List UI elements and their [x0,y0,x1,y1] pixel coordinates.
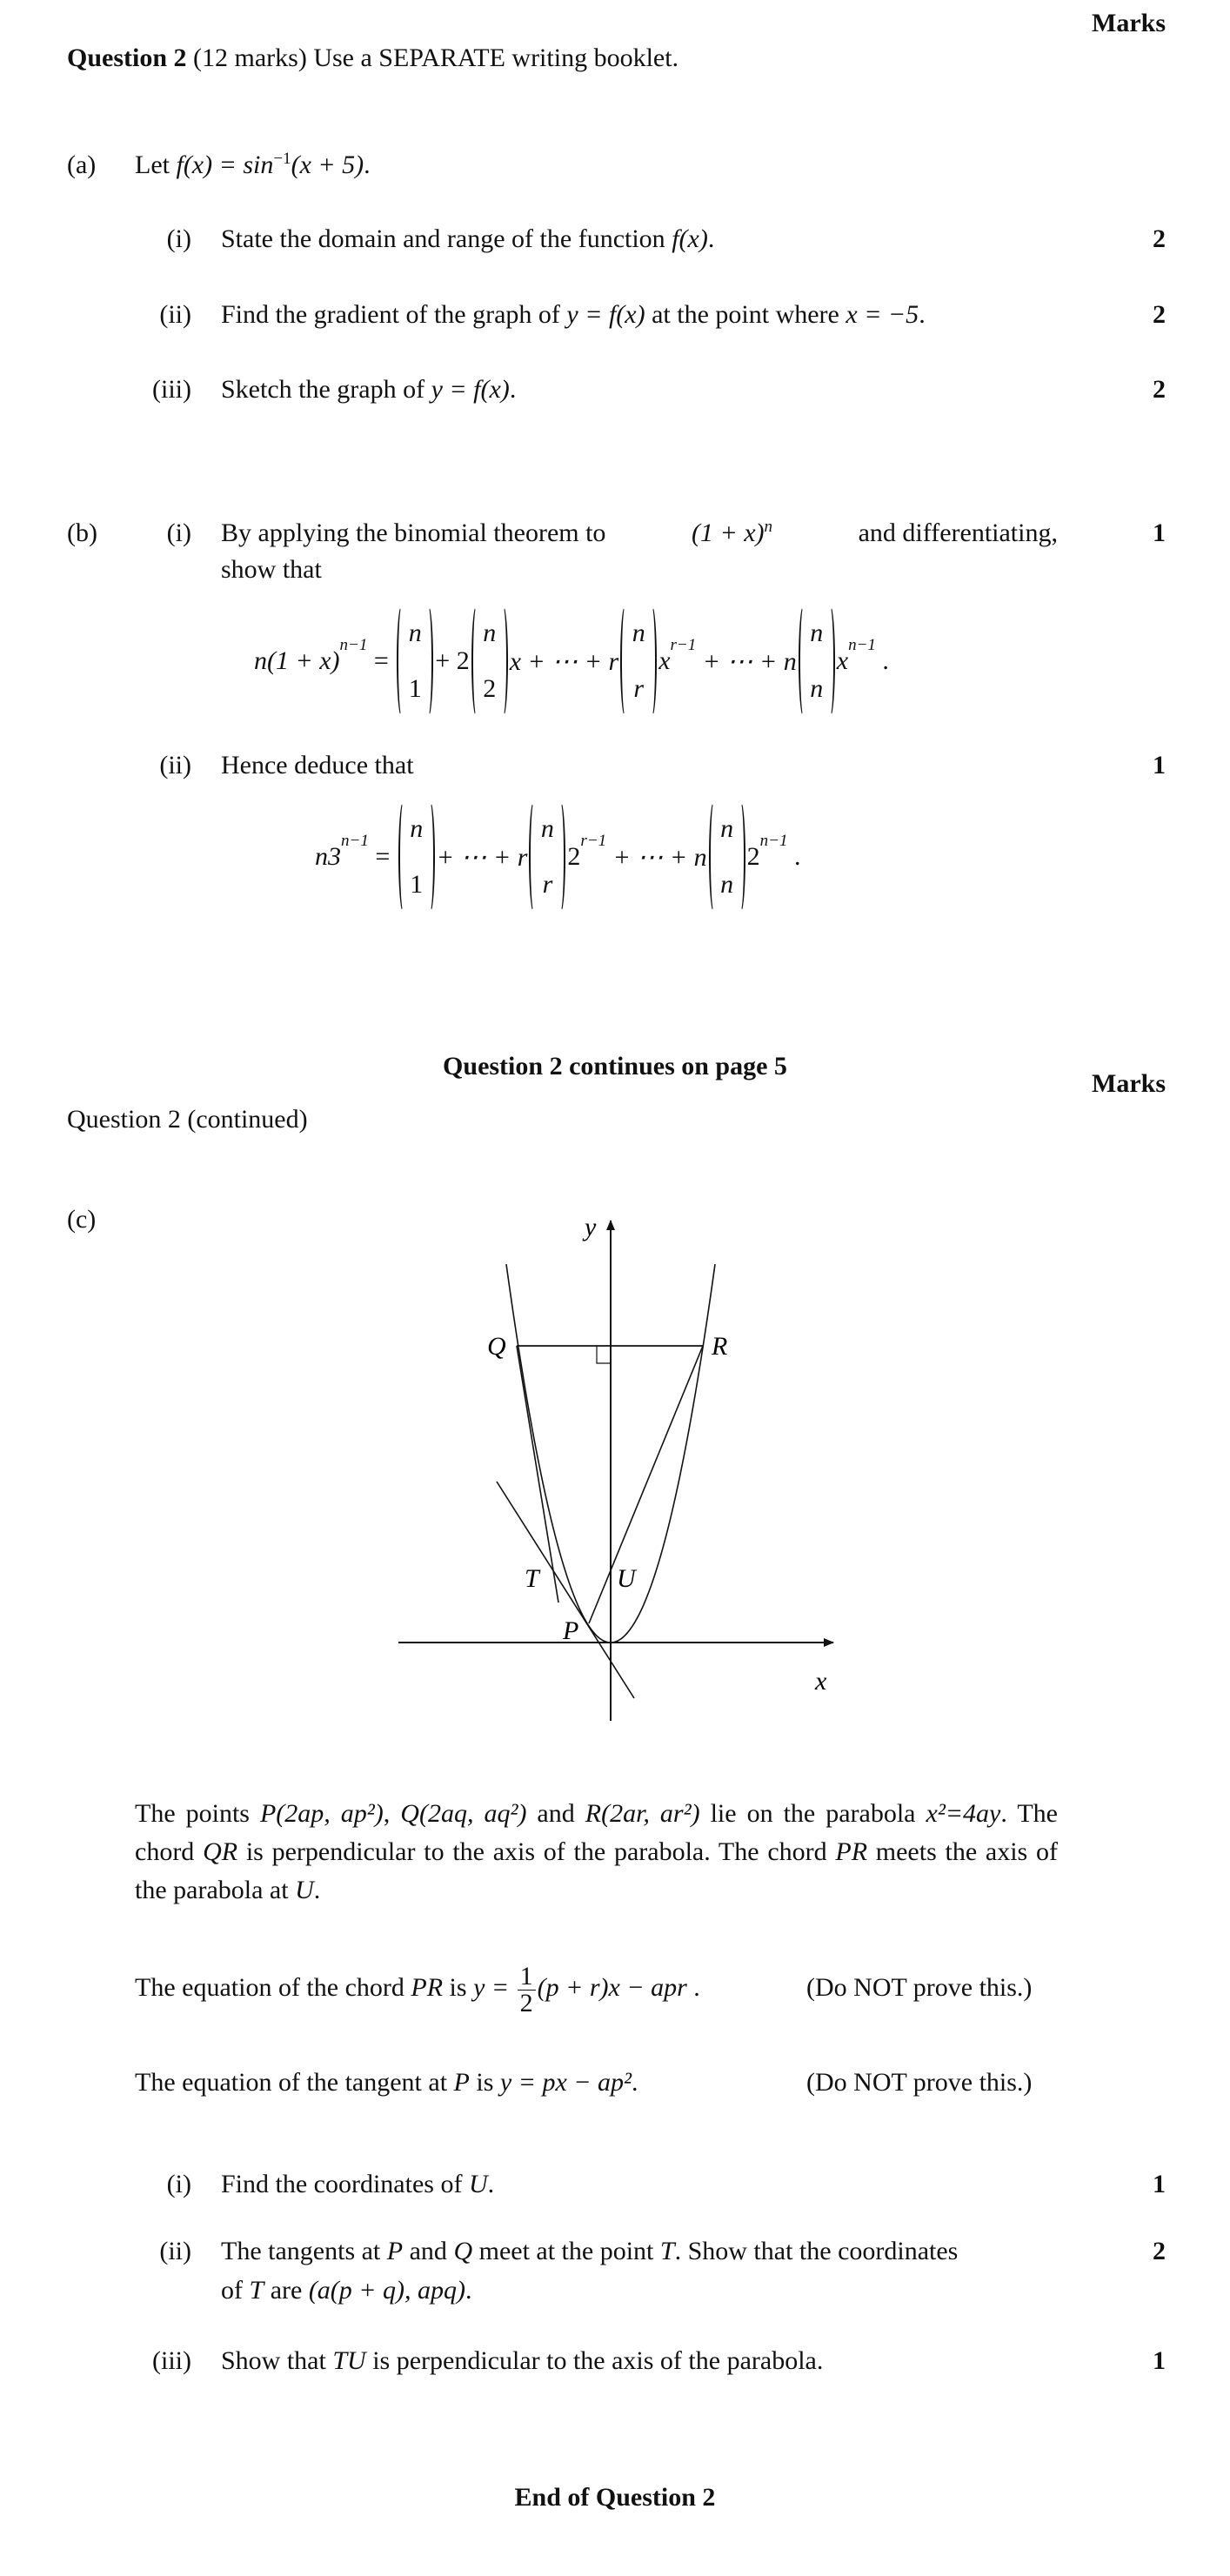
eq-exp: n−1 [759,832,788,850]
part-a-iii-marks: 2 [1153,375,1166,404]
text: . Show that the coordinates [674,2237,959,2265]
text: is [443,1973,474,2002]
text: The tangents at [221,2237,387,2265]
part-a-iii-label: (iii) [152,375,191,404]
text: By applying the binomial theorem to [221,519,606,547]
eq-term: x + ⋯ + r [509,646,619,676]
denominator: 2 [519,1988,533,2017]
binom-top: n [410,814,424,843]
period: . [364,151,371,179]
point-r-label: R [712,1332,728,1361]
tangent-at-p [497,1482,634,1698]
math: T [659,2237,675,2265]
text: and differentiating, [858,519,1058,547]
binom-top: n [810,619,824,647]
math: QR [203,1837,238,1866]
part-b-i-label: (i) [166,519,191,547]
continues-note: Question 2 continues on page 5 [443,1052,787,1081]
text: and [526,1799,585,1828]
math: (a(p + q), apq) [308,2276,466,2305]
binom-top: n [632,619,645,647]
math: PR [411,1973,444,2002]
eq-term: 2 [567,842,581,871]
math: PR [835,1837,868,1866]
math: x = −5 [846,300,919,329]
eq-term: 2 [746,842,760,871]
tangent-equation [135,2067,638,2098]
text: State the domain and range of the function [221,224,672,253]
text: Sketch the graph of [221,375,431,404]
text: . [313,1876,321,1904]
part-b-ii-label: (ii) [159,751,191,779]
text: The equation of the tangent at [135,2068,454,2097]
continued-title: Question 2 (continued) [67,1105,308,1134]
question-info: (12 marks) Use a SEPARATE writing booklet. [193,43,679,72]
part-a-label: (a) [67,151,97,179]
period: . [686,1973,700,2002]
x-axis-label: x [815,1667,827,1696]
eq-exp: r−1 [670,636,697,654]
period: . [487,2170,495,2198]
binom-bottom: 1 [410,870,424,899]
math: x²=4ay [926,1799,1001,1828]
text: Find the coordinates of [221,2170,469,2198]
binom-bottom: n [810,674,824,703]
function-def: f(x) = sin [176,151,274,179]
math: TU [332,2346,366,2375]
eq-term: + ⋯ + r [436,842,528,872]
eq-term: + ⋯ + n [606,842,707,872]
numerator: 1 [518,1964,536,1991]
eq-exp: n−1 [339,636,368,654]
text: , [383,1799,401,1828]
text: meets the axis of the parabola at [135,1837,1058,1904]
part-a-i-label: (i) [166,224,191,253]
equals: = [368,842,397,871]
y-axis-label: y [585,1213,597,1241]
eq-exp: n−1 [848,636,876,654]
math: (p + r)x − apr [537,1973,687,2002]
math: T [249,2276,264,2305]
function-exponent: −1 [273,150,291,168]
math: f(x) [672,224,708,253]
text: Show that [221,2346,333,2375]
text: meet at the point [472,2237,660,2265]
period: . [875,646,889,675]
binom-top: n [408,619,422,647]
part-a-i-marks: 2 [1153,224,1166,253]
period: . [919,300,926,329]
point-u-label: U [617,1564,636,1593]
text: . The chord [135,1799,1058,1866]
part-c-label: (c) [67,1205,97,1234]
question-title: Question 2 [67,43,187,72]
period: . [509,375,517,404]
binom-bottom: 2 [483,674,497,703]
part-b-ii-text: Hence deduce that [221,751,414,779]
math: U [468,2170,488,2198]
math: U [295,1876,314,1904]
text: at the point where [645,300,846,329]
binom-bottom: r [633,674,645,703]
math: y = px − ap² [499,2068,632,2097]
fraction-half [518,1961,536,2017]
part-c-iii-text [221,2345,823,2377]
math: P [453,2068,470,2097]
math: P(2ap, ap²) [259,1799,384,1828]
part-c-ii-text [221,2236,958,2267]
part-c-ii-marks: 2 [1153,2237,1166,2265]
binom-top: n [720,814,734,843]
marks-header-2: Marks [1092,1069,1166,1098]
point-p-label: P [563,1616,579,1645]
binom-top: n [540,814,554,843]
text: The points [135,1799,260,1828]
chord-equation [135,1956,700,2020]
text: is perpendicular to the axis of the parabola. The chord [237,1837,836,1866]
period: . [707,224,715,253]
part-a-ii-label: (ii) [159,300,191,329]
point-q-label: Q [487,1332,506,1361]
period: . [632,2068,638,2097]
math: y = [473,1973,516,2002]
math: y = f(x) [566,300,645,329]
right-angle-mark [597,1346,611,1363]
text: is perpendicular to the axis of the parabola. [365,2346,824,2375]
part-c-description [135,1795,1058,1910]
math: R(2ar, ar²) [585,1799,700,1828]
text: of [221,2276,250,2305]
eq-term: x [836,646,849,675]
period: . [465,2276,472,2305]
binom-top: n [483,619,497,647]
chord-pr [589,1346,703,1623]
intro-text: Let [135,151,177,179]
binom-bottom: 1 [408,674,422,703]
part-a-ii-marks: 2 [1153,300,1166,329]
function-arg: (x + 5) [291,151,364,179]
eq-lhs: n3 [315,842,341,871]
text: The equation of the chord [135,1973,411,2002]
eq-exp: r−1 [580,832,607,850]
text: Find the gradient of the graph of [221,300,567,329]
part-b-i-text-line2: show that [221,555,322,584]
math: y = f(x) [431,375,510,404]
equals: = [367,646,396,675]
eq-lhs: n(1 + x) [254,646,340,675]
tangent-note: (Do NOT prove this.) [806,2068,1033,2097]
math: Q [453,2237,473,2265]
text: is [469,2068,500,2097]
part-c-iii-label: (iii) [152,2346,191,2375]
part-b-label: (b) [67,519,97,547]
eq-term: + ⋯ + n [696,646,797,676]
eq-term: + 2 [435,646,470,675]
chord-note: (Do NOT prove this.) [806,1973,1033,2002]
part-b-i-marks: 1 [1153,519,1166,547]
text: and [403,2237,454,2265]
math: Q(2aq, aq²) [400,1799,527,1828]
math: P [386,2237,404,2265]
text: are [264,2276,309,2305]
end-of-question: End of Question 2 [514,2483,716,2512]
binom-bottom: n [720,870,734,899]
eq-exp: n−1 [341,832,369,850]
text: lie on the parabola [699,1799,926,1828]
math: (1 + x) [692,519,765,547]
point-t-label: T [525,1564,539,1593]
marks-header: Marks [1092,9,1166,37]
part-c-iii-marks: 1 [1153,2346,1166,2375]
part-c-i-text [221,2169,494,2200]
part-c-ii-label: (ii) [159,2237,191,2265]
period: . [787,842,801,871]
exponent: n [764,518,773,536]
part-c-i-marks: 1 [1153,2170,1166,2198]
eq-term: x [658,646,671,675]
binom-bottom: r [542,870,553,899]
part-b-ii-marks: 1 [1153,751,1166,779]
part-c-ii-text-line2 [221,2275,472,2306]
part-c-i-label: (i) [166,2170,191,2198]
